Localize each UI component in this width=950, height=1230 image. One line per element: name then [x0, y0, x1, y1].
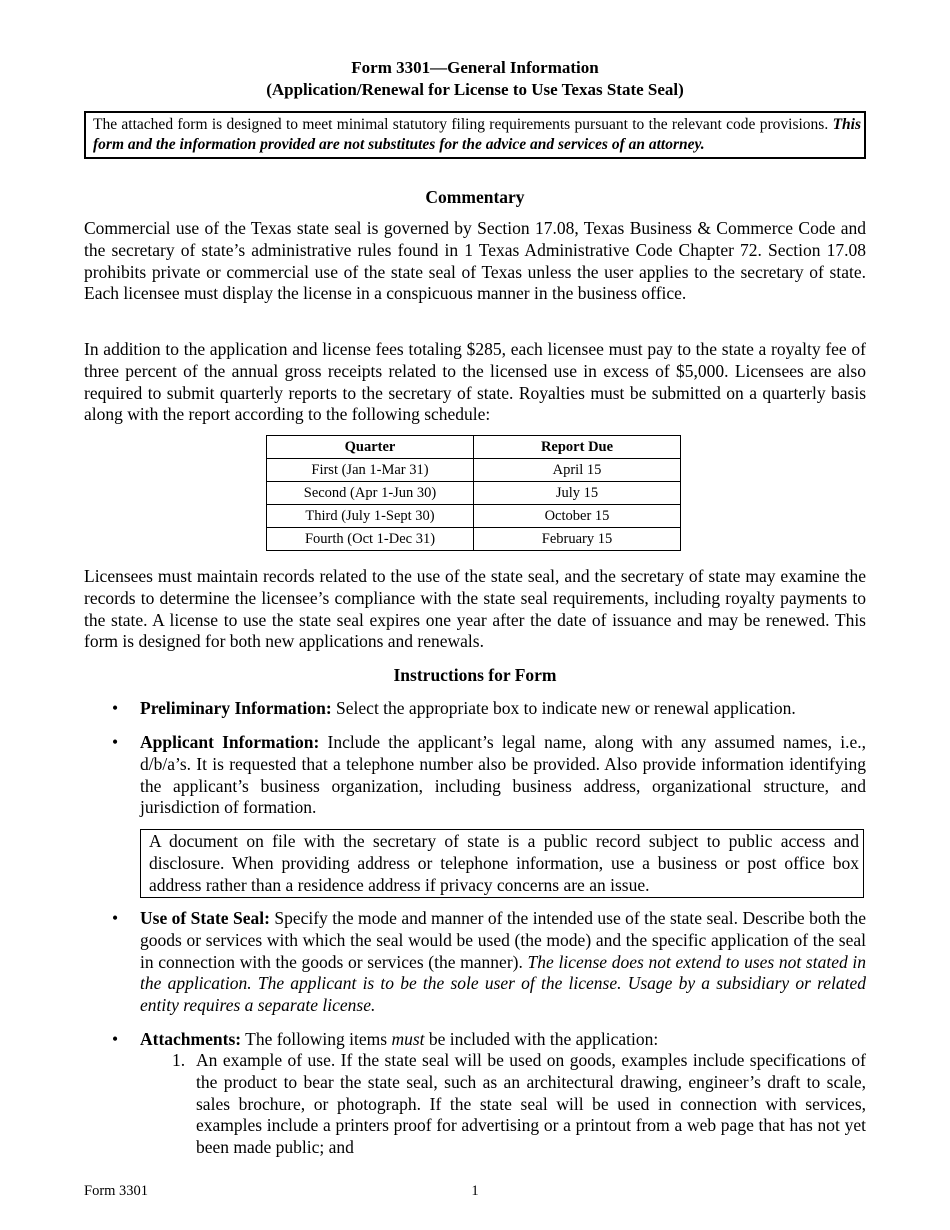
quarter-cell: First (Jan 1-Mar 31)	[267, 459, 474, 482]
report-due-cell: July 15	[474, 482, 681, 505]
preliminary-text: Select the appropriate box to indicate new or renewal application.	[331, 698, 796, 718]
quarter-cell: Third (July 1-Sept 30)	[267, 505, 474, 528]
use-of-state-seal-item	[140, 908, 866, 1017]
quarter-cell: Fourth (Oct 1-Dec 31)	[267, 528, 474, 551]
report-due-cell: October 15	[474, 505, 681, 528]
column-header-report-due: Report Due	[474, 436, 681, 459]
table-row	[267, 528, 681, 551]
commentary-paragraph-2: In addition to the application and license fees totaling $285, each licensee must pay to the state a royalty fee of three percent of the annual gross receipts related to the licensed use in excess of $5,000. Licensees are also required to submit quarterly reports to the secretary of state. Royalties must be submitted on a quarterly basis along with the report according to the following schedule:	[84, 339, 866, 425]
attachments-text-after: be included with the application:	[424, 1029, 659, 1049]
privacy-note-box: A document on file with the secretary of state is a public record subject to public access and disclosure. When providing address or telephone information, use a business or post office box address rather than a residence address if privacy concerns are an issue.	[140, 829, 864, 898]
table-row	[267, 482, 681, 505]
table-row	[267, 459, 681, 482]
applicant-text: Include the applicant’s legal name, along with any assumed names, i.e., d/b/a’s. It is requested that a telephone number also be provided. Also provide information identifying the applicant’s business organization, including business address, organizational structure, and jurisdiction of formation.	[140, 732, 867, 818]
column-header-quarter: Quarter	[267, 436, 474, 459]
footer-page-number: 1	[471, 1183, 479, 1199]
bullet-icon: •	[112, 698, 119, 718]
report-due-cell: April 15	[474, 459, 681, 482]
bullet-icon: •	[112, 908, 119, 928]
bullet-icon: •	[112, 732, 119, 752]
applicant-label: Applicant Information:	[140, 732, 320, 752]
bullet-icon: •	[112, 1029, 119, 1049]
form-subtitle: (Application/Renewal for License to Use Texas State Seal)	[266, 80, 684, 99]
commentary-paragraph-1: Commercial use of the Texas state seal is governed by Section 17.08, Texas Business & Commerce Code and the secretary of state’s administrative rules found in 1 Texas Administrative Code Chapter 72. Section 17.08 prohibits private or commercial use of the state seal of Texas unless the user applies to the secretary of state. Each licensee must display the license in a conspicuous manner in the business office.	[84, 218, 866, 304]
quarter-cell: Second (Apr 1-Jun 30)	[267, 482, 474, 505]
preliminary-label: Preliminary Information:	[140, 698, 332, 718]
attachment-item-number: 1.	[172, 1050, 186, 1070]
attachment-item-1: An example of use. If the state seal will be used on goods, examples include specifications of the product to bear the state seal, such as an architectural drawing, engineer’s draft to scale, sales brochure, or photograph. If the state seal will be used in connection with services, examples include a printers proof for advertising or a printout from a web page that has not yet been made public; and	[196, 1050, 866, 1157]
commentary-paragraph-3: Licensees must maintain records related to the use of the state seal, and the secretary of state may examine the records to determine the licensee’s compliance with the state seal requirements, including royalty payments to the state. A license to use the state seal expires one year after the date of issuance and may be renewed. This form is designed for both new applications and renewals.	[84, 566, 866, 652]
disclaimer-text: The attached form is designed to meet minimal statutory filing requirements pursuant to the relevant code provisions.	[93, 116, 833, 133]
instructions-heading: Instructions for Form	[393, 665, 557, 685]
report-due-cell: February 15	[474, 528, 681, 551]
commentary-heading: Commentary	[425, 187, 525, 207]
attachments-text-before: The following items	[241, 1029, 392, 1049]
use-italic-text: The license does not extend to uses not stated in the application. The applicant is to be the sole user of the license. Usage by a subsidiary or related entity requires a separate license.	[140, 951, 867, 1015]
table-row	[267, 505, 681, 528]
disclaimer-emphasis: This form and the information provided are not substitutes for the advice and services of an attorney.	[93, 116, 861, 153]
footer-form-name: Form 3301	[84, 1183, 149, 1199]
use-text: Specify the mode and manner of the intended use of the state seal. Describe both the goods or services with which the seal would be used (the mode) and the specific application of the seal in connection with the goods or services (the manner).	[140, 908, 867, 972]
form-title: Form 3301—General Information	[351, 58, 599, 77]
attachments-label: Attachments:	[140, 1029, 242, 1049]
table-header-row	[267, 436, 681, 459]
royalty-schedule-table	[266, 435, 681, 551]
attachments-must: must	[391, 1029, 425, 1049]
attachments-item	[140, 1029, 866, 1051]
applicant-information-item	[140, 732, 866, 819]
use-label: Use of State Seal:	[140, 908, 270, 928]
preliminary-information-item	[140, 698, 866, 720]
disclaimer-box	[84, 111, 866, 159]
